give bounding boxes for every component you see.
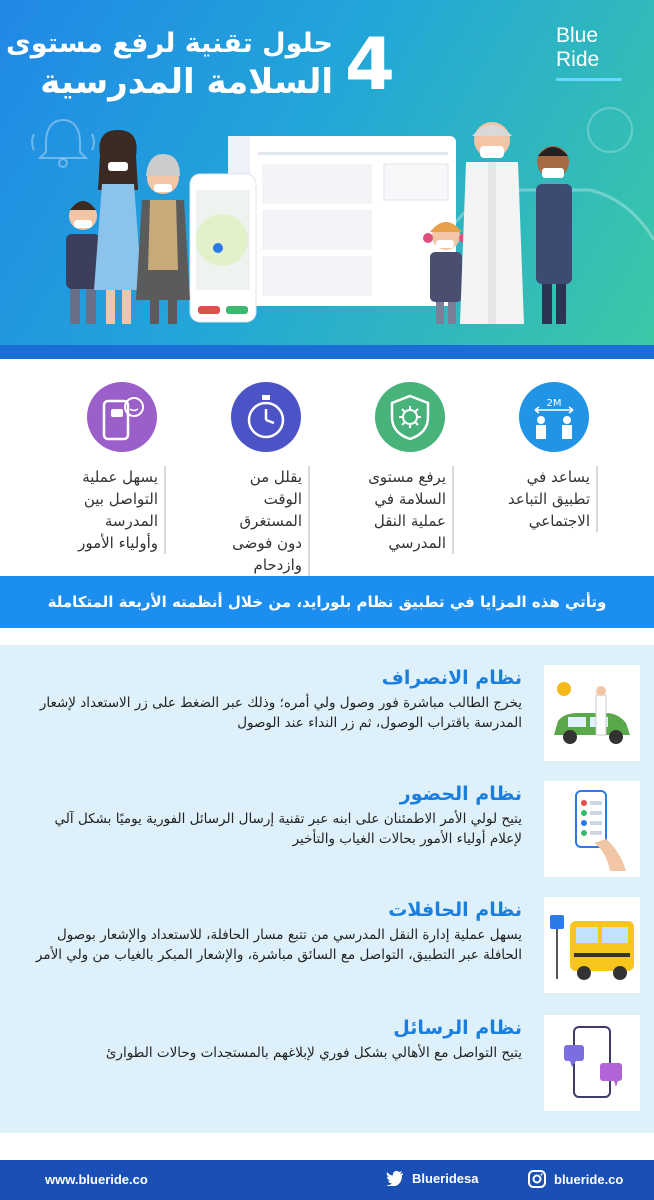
distance-label: 2M — [546, 398, 562, 409]
benefit-time — [220, 382, 340, 576]
system-title: نظام الانصراف — [381, 667, 522, 689]
system-text — [22, 897, 522, 965]
footer — [0, 1160, 654, 1200]
instagram-link[interactable] — [528, 1170, 623, 1188]
system-description: يخرج الطالب مباشرة فور وصول ولي أمره؛ وذلك عبر الضغط على زر الاستعداد لإشعار المدرسة باقتراب الوصول، ثم زر النداء عند الوصول — [39, 695, 522, 731]
system-text — [22, 665, 522, 733]
system-text — [22, 781, 522, 849]
title-line-1: حلول تقنية لرفع مستوى — [6, 28, 333, 59]
virus-shield-icon — [375, 382, 445, 452]
system-title: نظام الرسائل — [393, 1017, 522, 1039]
system-attendance — [20, 781, 640, 881]
messages-icon — [544, 1015, 640, 1111]
dashboard-screen-icon — [228, 136, 456, 306]
benefit-text: يرفع مستوى السلامة في عملية النقل المدرسي — [364, 466, 454, 554]
twitter-handle: Blueridesa — [412, 1170, 479, 1186]
boy-figure-icon — [66, 201, 100, 324]
father-figure-icon — [460, 122, 524, 324]
logo-underline — [556, 78, 622, 81]
system-buses — [20, 897, 640, 997]
system-dismissal — [20, 665, 640, 765]
school-bus-icon — [544, 897, 640, 993]
header — [0, 0, 654, 345]
system-description: يتيح لولي الأمر الاطمئنان على ابنه عبر تقنية إرسال الرسائل الفورية يوميًا بشكل آلي لإعلام أولياء الأمور بحالات الغياب والتأخير — [54, 811, 522, 847]
stopwatch-icon — [231, 382, 301, 452]
system-text — [22, 1015, 522, 1063]
system-description: يتيح التواصل مع الأهالي بشكل فوري لإبلاغهم بالمستجدات وحالات الطوارئ — [105, 1045, 522, 1061]
system-title: نظام الحضور — [399, 783, 522, 805]
twitter-link[interactable] — [386, 1170, 478, 1186]
hero-illustration — [0, 100, 654, 345]
logo-line-2: Ride — [556, 48, 600, 71]
system-messages — [20, 1015, 640, 1115]
mother-figure-icon — [94, 130, 142, 324]
benefit-communication — [76, 382, 196, 554]
system-description: يسهل عملية إدارة النقل المدرسي من تتبع مسار الحافلة، للاستعداد والإشعار بوصول الحافلة عبر التطبيق، التواصل مع السائق مباشرة، والإشعار المبكر بالغياب من ولي الأمر — [35, 927, 522, 963]
benefit-text: يساعد في تطبيق التباعد الاجتماعي — [508, 466, 598, 532]
blueride-logo — [556, 24, 632, 81]
grandmother-figure-icon — [136, 154, 190, 324]
systems-section — [0, 645, 654, 1133]
features-banner — [0, 576, 654, 628]
phone-chat-icon — [87, 382, 157, 452]
man-figure-icon — [536, 146, 572, 324]
phone-in-hand-icon — [544, 781, 640, 877]
car-pickup-icon — [544, 665, 640, 761]
twitter-icon — [386, 1170, 404, 1186]
title-line-2: السلامة المدرسية — [40, 62, 333, 102]
benefits-row — [0, 360, 654, 575]
instagram-handle: blueride.co — [554, 1171, 624, 1187]
instagram-icon — [528, 1170, 546, 1188]
benefit-text: يقلل من الوقت المستغرق دون فوضى وازدحام — [220, 466, 310, 576]
header-band — [0, 345, 654, 359]
system-title: نظام الحافلات — [388, 899, 522, 921]
main-title — [6, 22, 395, 106]
benefit-text: يسهل عملية التواصل بين المدرسة وأولياء الأمور — [76, 466, 166, 554]
benefit-safety — [364, 382, 484, 554]
website-link[interactable]: www.blueride.co — [45, 1172, 148, 1187]
mobile-app-icon — [190, 174, 256, 322]
benefit-social-distance — [508, 382, 628, 532]
logo-line-1: Blue — [556, 24, 599, 47]
title-number: 4 — [344, 22, 395, 106]
social-distance-icon — [519, 382, 589, 452]
banner-text: وتأتي هذه المزايا في تطبيق نظام بلورايد، من خلال أنظمته الأربعة المتكاملة — [47, 593, 607, 611]
